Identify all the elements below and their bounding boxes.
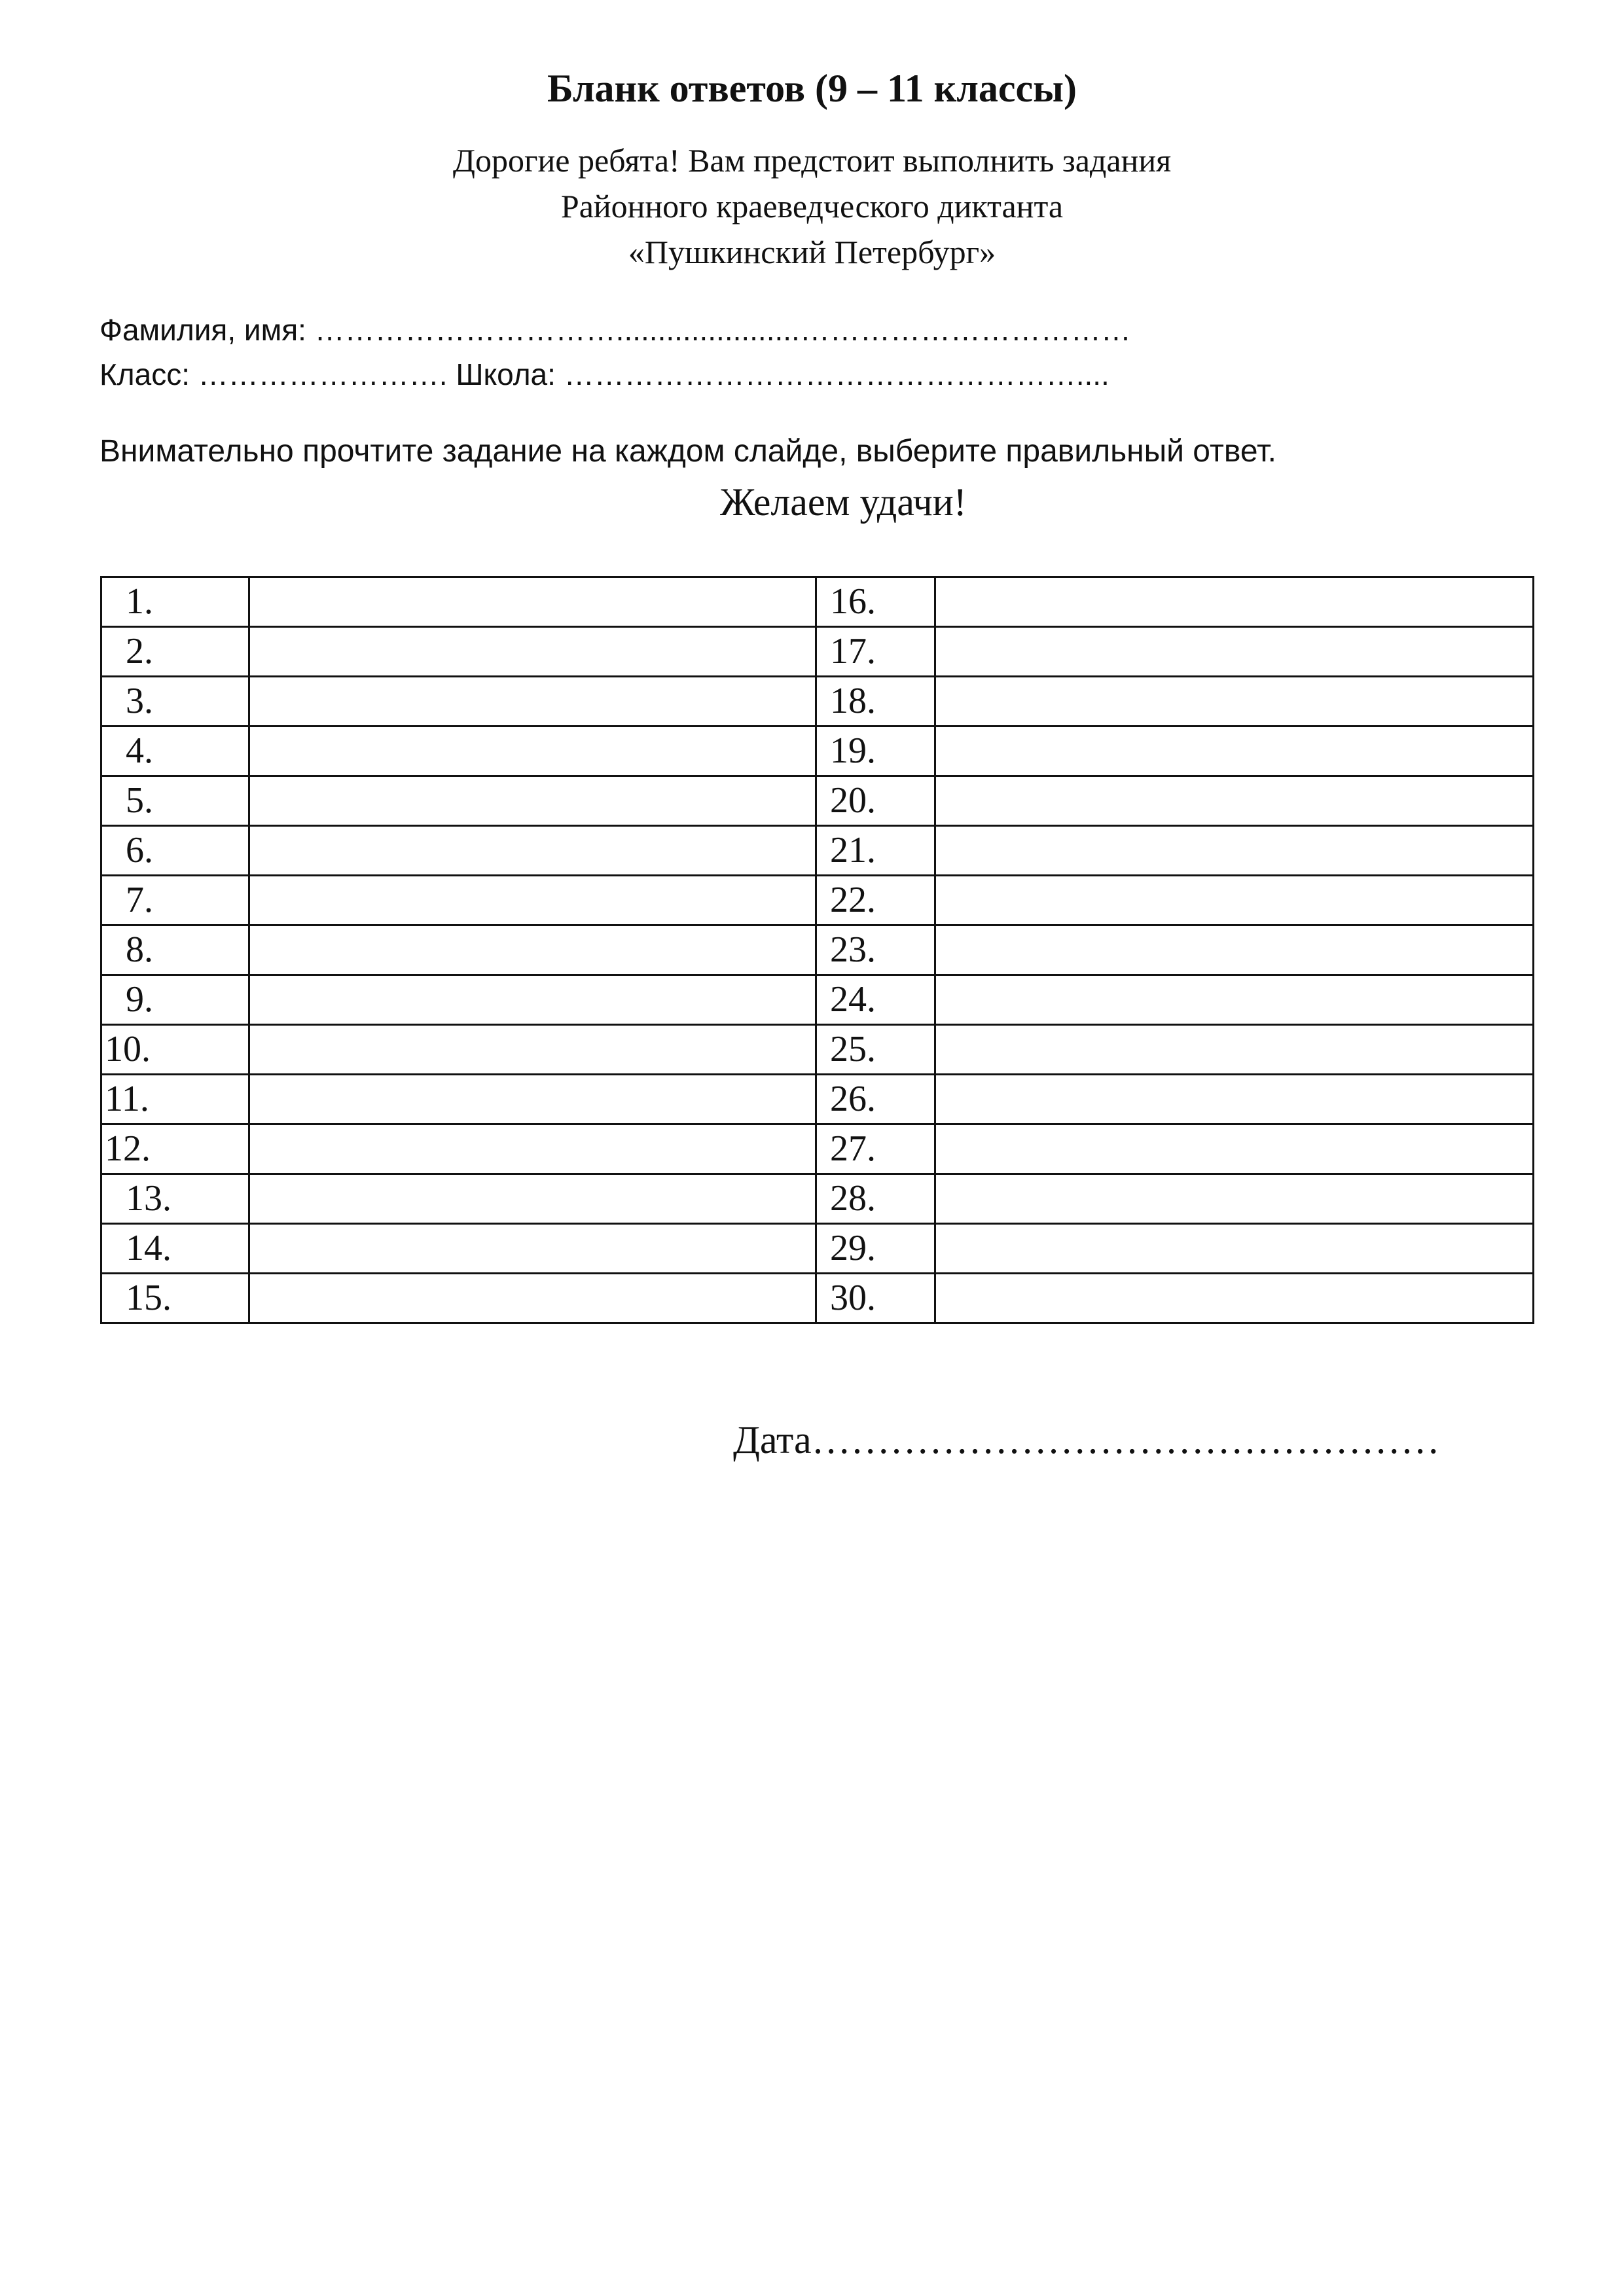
answer-number-left: 6. (101, 826, 249, 876)
answer-row (101, 975, 1534, 1025)
answer-cell-left[interactable] (249, 1025, 816, 1075)
answers-table-body (101, 577, 1534, 1323)
answer-number-left: 14. (101, 1224, 249, 1274)
answer-row (101, 726, 1534, 776)
class-school-field[interactable]: Класс: ……………………. Школа: …………………………………………….... (99, 357, 1110, 391)
answer-row (101, 677, 1534, 726)
answer-number-right: 28. (816, 1174, 935, 1224)
answer-row (101, 1274, 1534, 1323)
answer-cell-right[interactable] (935, 1075, 1534, 1124)
answer-number-right: 22. (816, 876, 935, 925)
answer-cell-right[interactable] (935, 1274, 1534, 1323)
answer-cell-right[interactable] (935, 577, 1534, 627)
answer-row (101, 826, 1534, 876)
answer-number-right: 18. (816, 677, 935, 726)
answer-cell-left[interactable] (249, 577, 816, 627)
answer-cell-left[interactable] (249, 677, 816, 726)
answer-number-left: 4. (101, 726, 249, 776)
answer-row (101, 876, 1534, 925)
answer-row (101, 1174, 1534, 1224)
answer-number-right: 17. (816, 627, 935, 677)
answer-number-left: 1. (101, 577, 249, 627)
answer-cell-left[interactable] (249, 627, 816, 677)
answer-number-left: 9. (101, 975, 249, 1025)
answer-cell-left[interactable] (249, 1075, 816, 1124)
answer-number-right: 20. (816, 776, 935, 826)
answer-number-right: 30. (816, 1274, 935, 1323)
answer-number-right: 27. (816, 1124, 935, 1174)
intro-line-2: Районного краеведческого диктанта (560, 188, 1064, 224)
page-title: Бланк ответов (9 – 11 классы) (547, 67, 1077, 110)
answer-row (101, 1075, 1534, 1124)
answer-cell-right[interactable] (935, 677, 1534, 726)
answer-cell-right[interactable] (935, 826, 1534, 876)
answer-cell-left[interactable] (249, 826, 816, 876)
answer-row (101, 1124, 1534, 1174)
answer-cell-right[interactable] (935, 726, 1534, 776)
answer-number-right: 19. (816, 726, 935, 776)
answer-number-left: 7. (101, 876, 249, 925)
answers-table (100, 576, 1534, 1324)
answer-cell-left[interactable] (249, 726, 816, 776)
answer-number-right: 29. (816, 1224, 935, 1274)
answer-cell-right[interactable] (935, 776, 1534, 826)
answer-cell-left[interactable] (249, 1224, 816, 1274)
answer-cell-left[interactable] (249, 975, 816, 1025)
answer-row (101, 627, 1534, 677)
answer-number-right: 16. (816, 577, 935, 627)
answer-cell-right[interactable] (935, 1174, 1534, 1224)
answer-number-left: 10. (101, 1025, 249, 1075)
answer-row (101, 776, 1534, 826)
answer-number-left: 11. (101, 1075, 249, 1124)
answer-number-right: 23. (816, 925, 935, 975)
answer-number-right: 21. (816, 826, 935, 876)
intro-line-3: «Пушкинский Петербург» (628, 234, 996, 270)
answer-cell-left[interactable] (249, 1274, 816, 1323)
answer-cell-left[interactable] (249, 925, 816, 975)
answer-cell-left[interactable] (249, 1124, 816, 1174)
answer-number-left: 12. (101, 1124, 249, 1174)
answer-number-left: 15. (101, 1274, 249, 1323)
answer-number-left: 5. (101, 776, 249, 826)
answer-cell-right[interactable] (935, 1124, 1534, 1174)
answer-cell-right[interactable] (935, 876, 1534, 925)
name-field[interactable]: Фамилия, имя: …………………………......................…………………………… (99, 313, 1131, 347)
answer-row (101, 1025, 1534, 1075)
answer-number-right: 25. (816, 1025, 935, 1075)
answer-number-left: 8. (101, 925, 249, 975)
answer-number-left: 2. (101, 627, 249, 677)
answer-cell-left[interactable] (249, 776, 816, 826)
answer-number-left: 13. (101, 1174, 249, 1224)
answer-number-right: 24. (816, 975, 935, 1025)
answer-number-right: 26. (816, 1075, 935, 1124)
answer-number-left: 3. (101, 677, 249, 726)
answer-cell-left[interactable] (249, 1174, 816, 1224)
answer-cell-right[interactable] (935, 627, 1534, 677)
good-luck-text: Желаем удачи! (720, 480, 967, 524)
answer-cell-left[interactable] (249, 876, 816, 925)
date-field[interactable]: Дата………………………………………… (733, 1418, 1440, 1462)
answer-cell-right[interactable] (935, 1224, 1534, 1274)
answer-row (101, 1224, 1534, 1274)
answer-row (101, 925, 1534, 975)
answer-cell-right[interactable] (935, 1025, 1534, 1075)
intro-line-1: Дорогие ребята! Вам предстоит выполнить задания (452, 142, 1172, 179)
answer-cell-right[interactable] (935, 925, 1534, 975)
answer-row (101, 577, 1534, 627)
instruction-text: Внимательно прочтите задание на каждом слайде, выберите правильный ответ. (99, 434, 1276, 469)
answer-cell-right[interactable] (935, 975, 1534, 1025)
